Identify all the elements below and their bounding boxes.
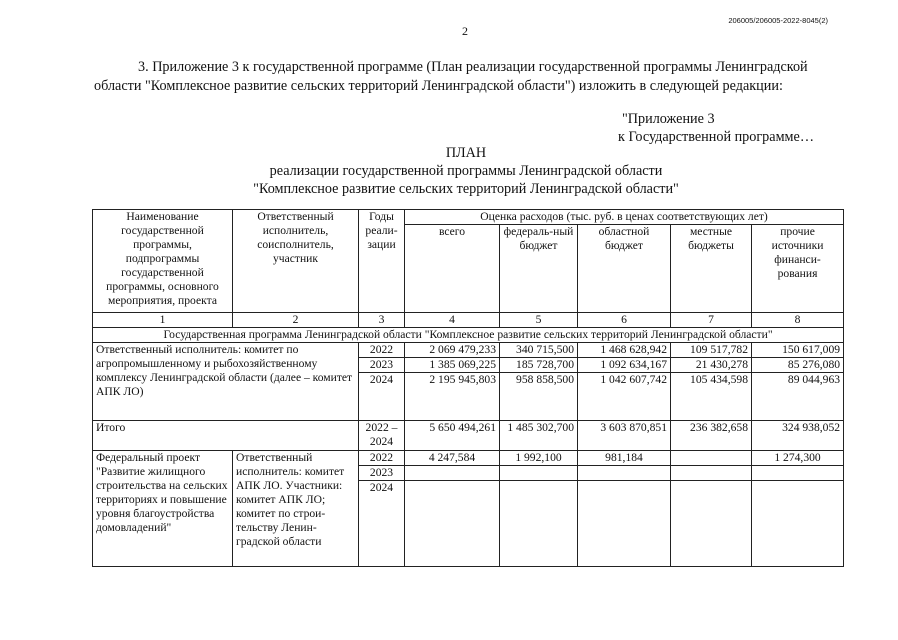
local-cell: 21 430,278 <box>671 358 752 373</box>
plan-title <box>0 144 898 198</box>
other-cell: 324 938,052 <box>752 421 844 451</box>
header-costs: Оценка расходов (тыс. руб. в ценах соответствующих лет) <box>405 210 844 225</box>
header-total: всего <box>405 225 500 313</box>
col-number: 7 <box>671 313 752 328</box>
other-cell: 85 276,080 <box>752 358 844 373</box>
regional-cell: 3 603 870,851 <box>578 421 671 451</box>
plan-title-line-3: "Комплексное развитие сельских территорий Ленинградской области" <box>253 181 679 197</box>
total-cell: 5 650 494,261 <box>405 421 500 451</box>
other-cell <box>752 466 844 481</box>
project-name: Федеральный проект "Развитие жилищного строительства на сельских территориях и повышение уровня благоустройства домовладений" <box>93 451 233 567</box>
year-cell: 2023 <box>359 466 405 481</box>
federal-cell: 1 485 302,700 <box>500 421 578 451</box>
col-number: 5 <box>500 313 578 328</box>
header-row-1 <box>93 210 844 225</box>
federal-cell <box>500 466 578 481</box>
federal-cell: 1 992,100 <box>500 451 578 466</box>
local-cell <box>671 466 752 481</box>
federal-cell <box>500 481 578 567</box>
local-cell: 105 434,598 <box>671 373 752 421</box>
page-number: 2 <box>462 24 468 38</box>
header-name: Наименование государственной программы, подпрограммы государственной программы, основного мероприятия, проекта <box>93 210 233 313</box>
regional-cell <box>578 466 671 481</box>
plan-table <box>92 209 844 567</box>
total-label: Итого <box>93 421 359 451</box>
col-number: 4 <box>405 313 500 328</box>
program-responsible: Ответственный исполнитель: комитет по агропромышленному и рыбохозяйственному комплексу Ленинградской области (далее – комитет АПК ЛО) <box>93 343 359 421</box>
other-cell: 89 044,963 <box>752 373 844 421</box>
total-row <box>93 421 844 451</box>
plan-title-line-2: реализации государственной программы Ленинградской области <box>269 163 663 179</box>
other-cell: 1 274,300 <box>752 451 844 466</box>
program-title: Государственная программа Ленинградской области "Комплексное развитие сельских территорий Ленинградской области" <box>93 328 844 343</box>
header-local: местные бюджеты <box>671 225 752 313</box>
header-regional: областной бюджет <box>578 225 671 313</box>
intro-paragraph: 3. Приложение 3 к государственной программе (План реализации государственной программы Ленинградской области "Комплексное развитие сельских территорий Ленинградской области") изложить в следующей редакции: <box>94 59 808 94</box>
col-number: 6 <box>578 313 671 328</box>
header-responsible: Ответственный исполнитель, соисполнитель, участник <box>233 210 359 313</box>
total-cell <box>405 466 500 481</box>
col-number: 2 <box>233 313 359 328</box>
year-cell: 2023 <box>359 358 405 373</box>
federal-cell: 958 858,500 <box>500 373 578 421</box>
year-cell: 2022 <box>359 343 405 358</box>
regional-cell: 1 042 607,742 <box>578 373 671 421</box>
local-cell <box>671 481 752 567</box>
program-row-2022 <box>93 343 844 358</box>
project-row-2022 <box>93 451 844 466</box>
local-cell <box>671 451 752 466</box>
federal-cell: 340 715,500 <box>500 343 578 358</box>
header-years: Годы реали-зации <box>359 210 405 313</box>
regional-cell: 1 092 634,167 <box>578 358 671 373</box>
regional-cell <box>578 481 671 567</box>
other-cell: 150 617,009 <box>752 343 844 358</box>
total-cell: 4 247,584 <box>405 451 500 466</box>
total-cell: 2 195 945,803 <box>405 373 500 421</box>
total-cell: 1 385 069,225 <box>405 358 500 373</box>
local-cell: 236 382,658 <box>671 421 752 451</box>
col-number: 8 <box>752 313 844 328</box>
year-cell: 2024 <box>359 373 405 421</box>
year-cell: 2022 – 2024 <box>359 421 405 451</box>
appendix-heading <box>618 110 815 146</box>
header-federal: федераль-ный бюджет <box>500 225 578 313</box>
project-responsible: Ответственный исполнитель: комитет АПК ЛО. Участники: комитет АПК ЛО; комитет по строи-тельству Ленин-градской области <box>233 451 359 567</box>
col-number: 3 <box>359 313 405 328</box>
federal-cell: 185 728,700 <box>500 358 578 373</box>
other-cell <box>752 481 844 567</box>
year-cell: 2024 <box>359 481 405 567</box>
plan-title-line-1: ПЛАН <box>445 145 487 161</box>
regional-cell: 1 468 628,942 <box>578 343 671 358</box>
total-cell <box>405 481 500 567</box>
regional-cell: 981,184 <box>578 451 671 466</box>
program-title-row <box>93 328 844 343</box>
total-cell: 2 069 479,233 <box>405 343 500 358</box>
col-number: 1 <box>93 313 233 328</box>
document-id: 206005/206005-2022-8045(2) <box>728 16 828 25</box>
appendix-line-1: "Приложение 3 <box>622 111 715 127</box>
column-numbers-row <box>93 313 844 328</box>
appendix-line-2: к Государственной программе… <box>618 129 815 145</box>
year-cell: 2022 <box>359 451 405 466</box>
header-other: прочие источники финанси-рования <box>752 225 844 313</box>
local-cell: 109 517,782 <box>671 343 752 358</box>
